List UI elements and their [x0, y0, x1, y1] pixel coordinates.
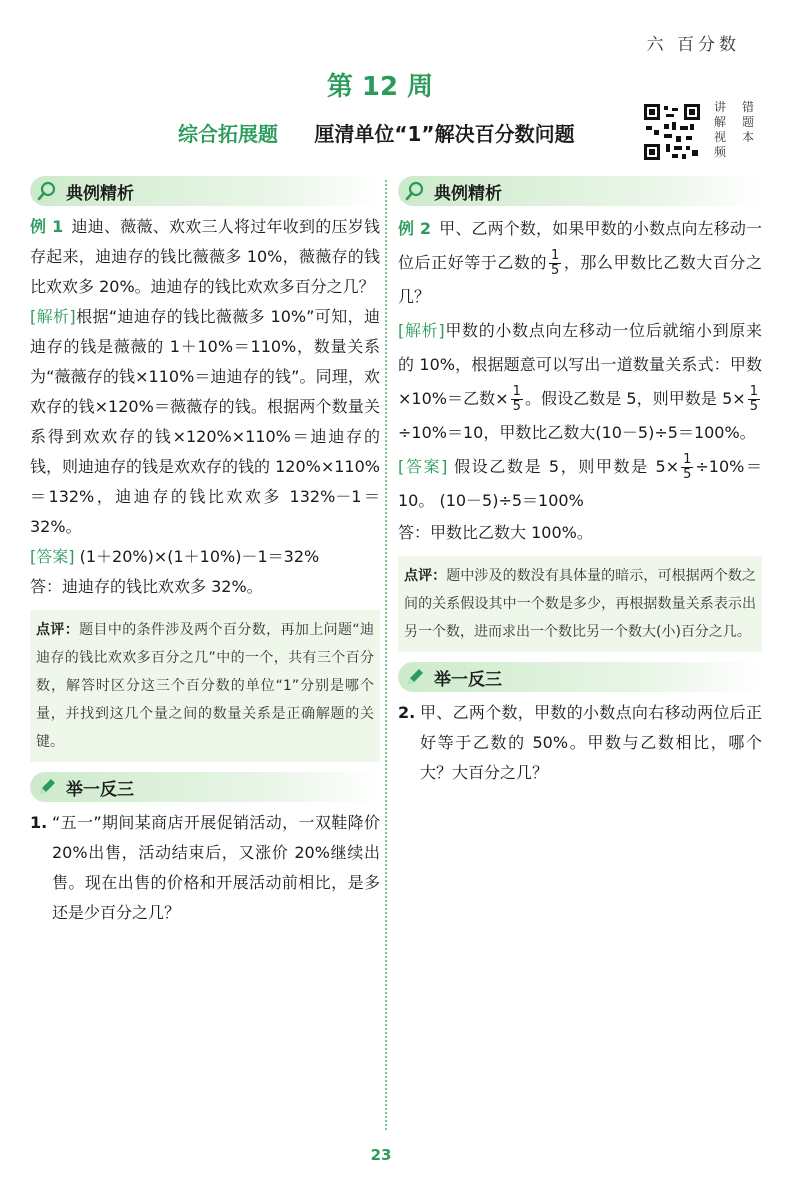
section-header: 典例精析	[398, 176, 762, 206]
example-label: 例 1	[30, 217, 64, 236]
pencil-icon	[404, 666, 426, 688]
week-title: 第 12 周	[326, 72, 434, 102]
qr-code-icon[interactable]	[642, 102, 702, 162]
fraction: $\frac{1}{5}$	[749, 384, 758, 414]
example-label: 例 2	[398, 219, 432, 238]
problem-number: 1.	[30, 813, 48, 832]
fraction: $\frac{1}{5}$	[551, 248, 560, 278]
answer-reply: 答：甲数比乙数大 100%。	[398, 523, 593, 542]
magnifier-icon	[404, 180, 426, 202]
answer: [答案] 假设乙数是 5，则甲数是 5× $\frac{1}{5}$ ÷10%＝10。 (10－5)÷5＝100%	[398, 452, 762, 510]
comment-box: 点评：题中涉及的数没有具体量的暗示，可根据两个数之间的关系假设其中一个数是多少，再根据数量关系表示出另一个数，进而求出一个数比另一个数大(小)百分之几。	[398, 556, 762, 652]
comment-box: 点评：题目中的条件涉及两个百分数，再加上问题“迪迪存的钱比欢欢多百分之几”中的一个，共有三个百分数，解答时区分这三个百分数的单位“1”分别是哪个量，并找到这几个量之间的数量关系是正确解题的关键。	[30, 610, 380, 762]
analysis: [解析]甲数的小数点向左移动一位后就缩小到原来的 10%，根据题意可以写出一道数量关系式：甲数×10%＝乙数× $\frac{1}{5}$ 。假设乙数是 5，则甲数是 5× $\frac{1}{5}$ ÷10%＝10，甲数比乙数大(10－5)÷5＝100%。	[398, 321, 762, 442]
section-header: 举一反三	[30, 772, 380, 802]
left-column	[30, 176, 380, 928]
answer: [答案] (1＋20%)×(1＋10%)－1＝32%	[30, 547, 320, 566]
practice-problem: 2. 甲、乙两个数，甲数的小数点向右移动两位后正好等于乙数的 50%。甲数与乙数相比，哪个大？大百分之几？	[398, 698, 762, 788]
comment-tag: 点评：	[36, 622, 80, 638]
practice-problem: 1. “五一”期间某商店开展促销活动，一双鞋降价 20%出售，活动结束后，又涨价 20%继续出售。现在出售的价格和开展活动前相比，是多还是少百分之几？	[30, 808, 380, 928]
pencil-icon	[36, 776, 58, 798]
qr-caption: 讲 错 解 题 视 本 频	[713, 100, 754, 159]
example-question: 例 1 迪迪、薇薇、欢欢三人将过年收到的压岁钱存起来，迪迪存的钱比薇薇多 10%，薇薇存的钱比欢欢多 20%。迪迪存的钱比欢欢多百分之几？	[30, 217, 380, 296]
chapter-header: 六 百分数	[646, 35, 740, 55]
analysis-tag: [解析]	[398, 321, 445, 340]
fraction: $\frac{1}{5}$	[512, 384, 521, 414]
analysis-tag: [解析]	[30, 307, 76, 326]
problem-number: 2.	[398, 703, 416, 722]
answer-reply: 答：迪迪存的钱比欢欢多 32%。	[30, 577, 263, 596]
page-number: 23	[370, 1146, 392, 1164]
section-header: 典例精析	[30, 176, 380, 206]
right-column	[398, 176, 762, 788]
topic-title: 厘清单位“1”解决百分数问题	[314, 122, 575, 146]
answer-tag: [答案]	[398, 457, 448, 476]
magnifier-icon	[36, 180, 58, 202]
fraction: $\frac{1}{5}$	[683, 452, 692, 482]
analysis: [解析]根据“迪迪存的钱比薇薇多 10%”可知，迪迪存的钱是薇薇的 1＋10%＝110%，数量关系为“薇薇存的钱×110%＝迪迪存的钱”。同理，欢欢存的钱×120%＝薇薇存的钱。根据两个数量关系得到欢欢存的钱×120%×110%＝迪迪存的钱，则迪迪存的钱是欢欢存的钱的 120%×110%＝132%，迪迪存的钱比欢欢多 132%－1＝32%。	[30, 307, 380, 536]
answer-tag: [答案]	[30, 547, 75, 566]
topic-line	[178, 118, 575, 147]
column-divider	[385, 180, 387, 1130]
section-header: 举一反三	[398, 662, 762, 692]
comment-tag: 点评：	[404, 568, 447, 584]
example-question: 例 2 甲、乙两个数，如果甲数的小数点向左移动一位后正好等于乙数的 $\frac{1}{5}$ ，那么甲数比乙数大百分之几？	[398, 219, 762, 306]
topic-category: 综合拓展题	[178, 122, 278, 146]
